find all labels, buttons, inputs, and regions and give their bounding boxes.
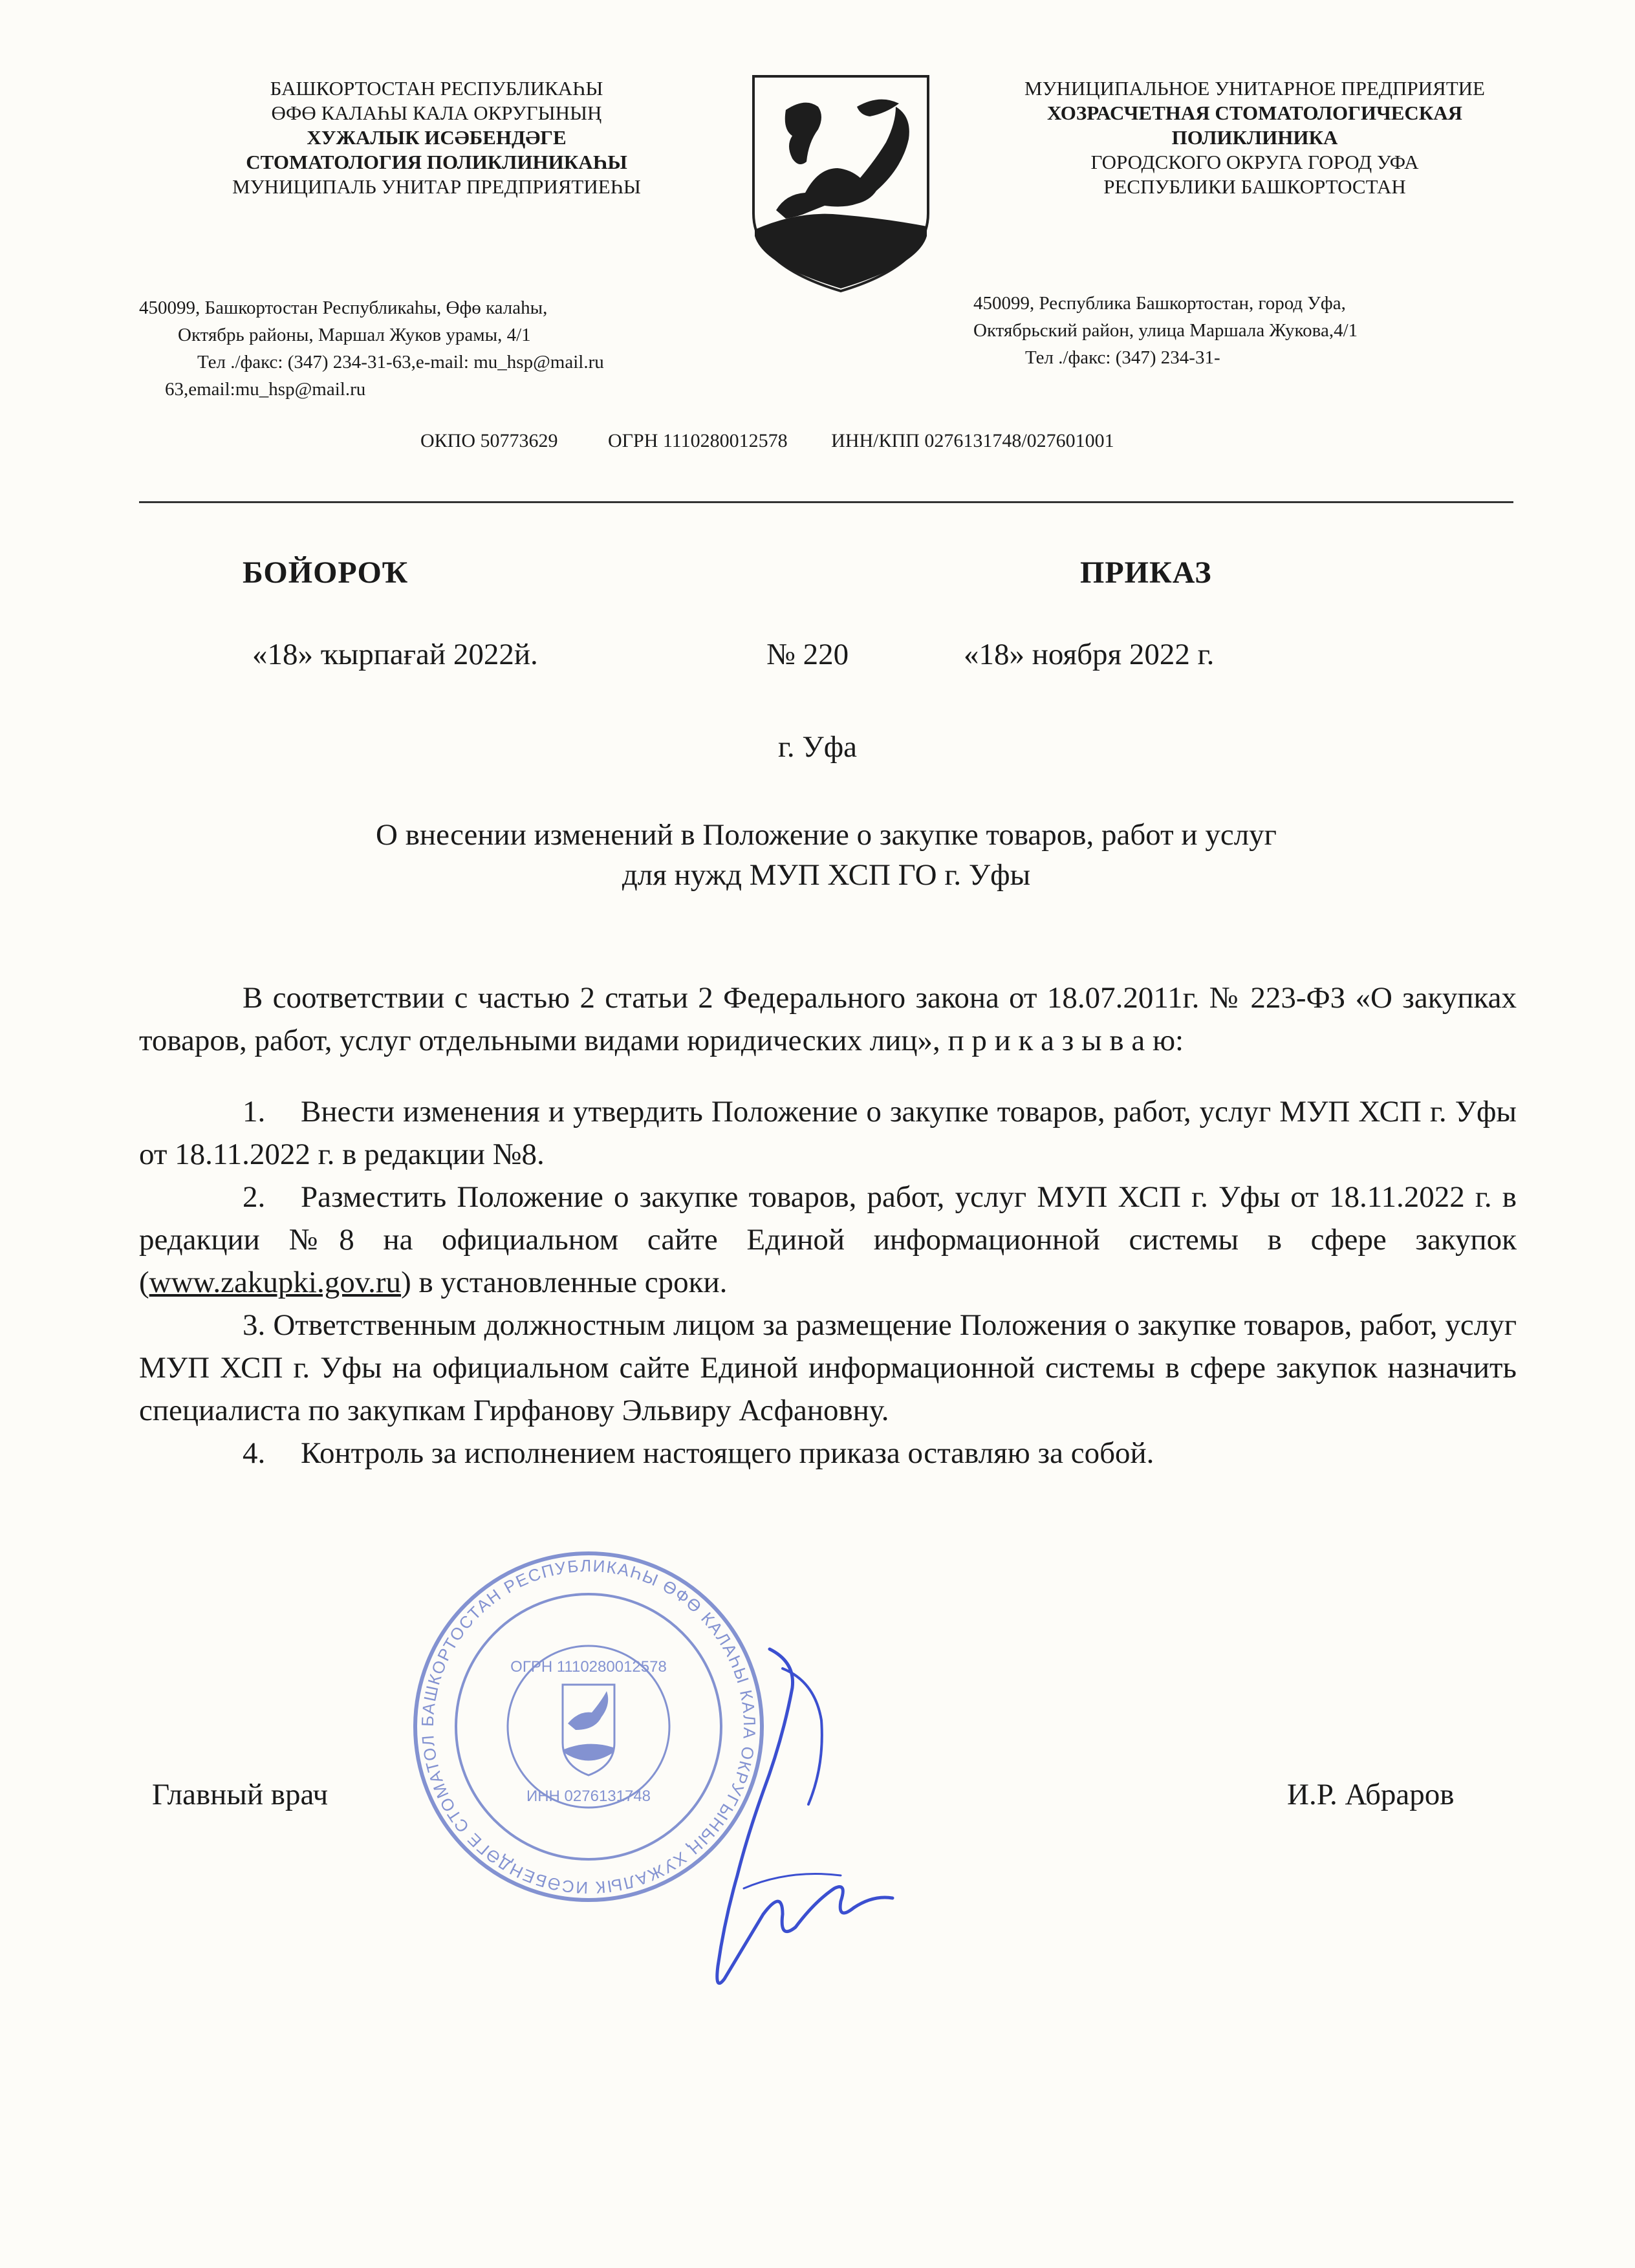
address-left-line1: 450099, Башкортостан Республикаhы, Өфө калаhы,	[139, 297, 548, 318]
address-right	[973, 290, 1523, 371]
ufa-coat-of-arms-icon	[747, 71, 935, 294]
title-bashkir: БОЙОРОҠ	[243, 556, 409, 590]
item-1-text: Внести изменения и утвердить Положение о закупке товаров, работ, услуг МУП ХСП г. Уфы от 18.11.2022 г. в редакции №8.	[139, 1095, 1517, 1171]
header-right	[973, 76, 1536, 199]
stamp-inn: ИНН 0276131748	[526, 1787, 651, 1805]
subject-line2: для нужд МУП ХСП ГО г. Уфы	[622, 858, 1031, 892]
date-bashkir: «18» ҡырпағай 2022й.	[252, 638, 538, 671]
inn-code: ИНН/КПП 0276131748/027601001	[831, 430, 1114, 451]
okpo-code: ОКПО 50773629	[420, 430, 558, 451]
address-right-line2: Октябрьский район, улица Маршала Жукова,4/1	[973, 320, 1358, 341]
subject-line1: О внесении изменений в Положение о закупке товаров, работ и услуг	[376, 818, 1277, 852]
stamp-ogrn: ОГРН 1110280012578	[510, 1658, 667, 1676]
header-left-line2: ӨФӨ КАЛАҺЫ КАЛА ОКРУГЫНЫҢ	[271, 102, 602, 124]
city: г. Уфа	[777, 730, 858, 764]
registration-line	[420, 430, 1391, 452]
handwritten-signature	[686, 1643, 905, 2005]
zakupki-link[interactable]: www.zakupki.gov.ru	[149, 1266, 402, 1299]
item-4-number: 4.	[243, 1436, 266, 1470]
header-right-line5: РЕСПУБЛИКИ БАШКОРТОСТАН	[1103, 175, 1406, 198]
address-right-line1: 450099, Республика Башкортостан, город Уфа,	[973, 293, 1346, 314]
address-left-line3: Тел ./факс: (347) 234-31-63,e-mail: mu_hsp@mail.ru	[197, 352, 604, 373]
header-right-line2: ХОЗРАСЧЕТНАЯ СТОМАТОЛОГИЧЕСКАЯ	[1046, 102, 1463, 124]
item-3-text: Ответственным должностным лицом за размещение Положения о закупке товаров, работ, услуг МУП ХСП г. Уфы на официальном сайте Единой информационной системы в сфере закупок назначить специалиста по закупкам Гирфанову Эльвиру Асфановну.	[139, 1308, 1517, 1427]
item-4	[139, 1432, 1517, 1474]
item-4-text: Контроль за исполнением настоящего приказа оставляю за собой.	[301, 1436, 1154, 1470]
header-right-line3: ПОЛИКЛИНИКА	[1171, 126, 1338, 149]
stamp-ring-text: БАШКОРТОСТАН РЕСПУБЛИКАҺЫ ӨФӨ КАЛАҺЫ КАЛА ОКРУГЫНЫҢ ХУЖАЛЫК ИСӘБЕНДӘГЕ СТОМАТОЛ	[417, 1555, 760, 1898]
item-3	[139, 1304, 1517, 1432]
header-left-line3: ХУЖАЛЫК ИСӘБЕНДӘГЕ	[307, 126, 567, 149]
header-right-line1: МУНИЦИПАЛЬНОЕ УНИТАРНОЕ ПРЕДПРИЯТИЕ	[1024, 77, 1485, 100]
item-3-number: 3.	[243, 1308, 266, 1342]
stamp-emblem-icon	[563, 1685, 614, 1775]
address-left	[139, 294, 786, 403]
ogrn-code: ОГРН 1110280012578	[608, 430, 788, 451]
date-russian: «18» ноября 2022 г.	[964, 638, 1215, 671]
address-left-line2: Октябрь районы, Маршал Жуков урамы, 4/1	[178, 325, 531, 345]
order-subject	[139, 815, 1513, 895]
header-right-line4: ГОРОДСКОГО ОКРУГА ГОРОД УФА	[1090, 151, 1419, 173]
order-number: № 220	[766, 638, 849, 671]
order-body	[139, 977, 1517, 1474]
preamble: В соответствии с частью 2 статьи 2 Федерального закона от 18.07.2011г. № 223-ФЗ «О закупках товаров, работ, услуг отдельными видами юридических лиц», п р и к а з ы в а ю:	[139, 981, 1517, 1057]
address-left-line4: 63,email:mu_hsp@mail.ru	[165, 379, 366, 400]
signatory-name: И.Р. Абраров	[1287, 1778, 1455, 1811]
header-divider	[139, 501, 1513, 503]
header-left-line1: БАШКОРТОСТАН РЕСПУБЛИКАҺЫ	[270, 77, 603, 100]
header-left-line4: СТОМАТОЛОГИЯ ПОЛИКЛИНИКАҺЫ	[246, 151, 627, 173]
item-2	[139, 1176, 1517, 1304]
item-2-number: 2.	[243, 1180, 266, 1214]
header-left-line5: МУНИЦИПАЛЬ УНИТАР ПРЕДПРИЯТИЕҺЫ	[232, 175, 641, 198]
item-1-number: 1.	[243, 1095, 266, 1129]
item-2-text-after: ) в установленные сроки.	[401, 1266, 728, 1299]
title-russian: ПРИКАЗ	[1080, 556, 1212, 590]
item-2-text-before: Разместить Положение о закупке товаров, работ, услуг МУП ХСП г. Уфы от 18.11.2022 г. в редакции №8 на официальном сайте Единой информационной системы в сфере закупок (	[139, 1180, 1517, 1299]
item-1	[139, 1090, 1517, 1176]
header-left	[162, 76, 711, 199]
address-right-line3: Тел ./факс: (347) 234-31-	[1025, 347, 1220, 368]
signatory-position: Главный врач	[152, 1778, 329, 1811]
